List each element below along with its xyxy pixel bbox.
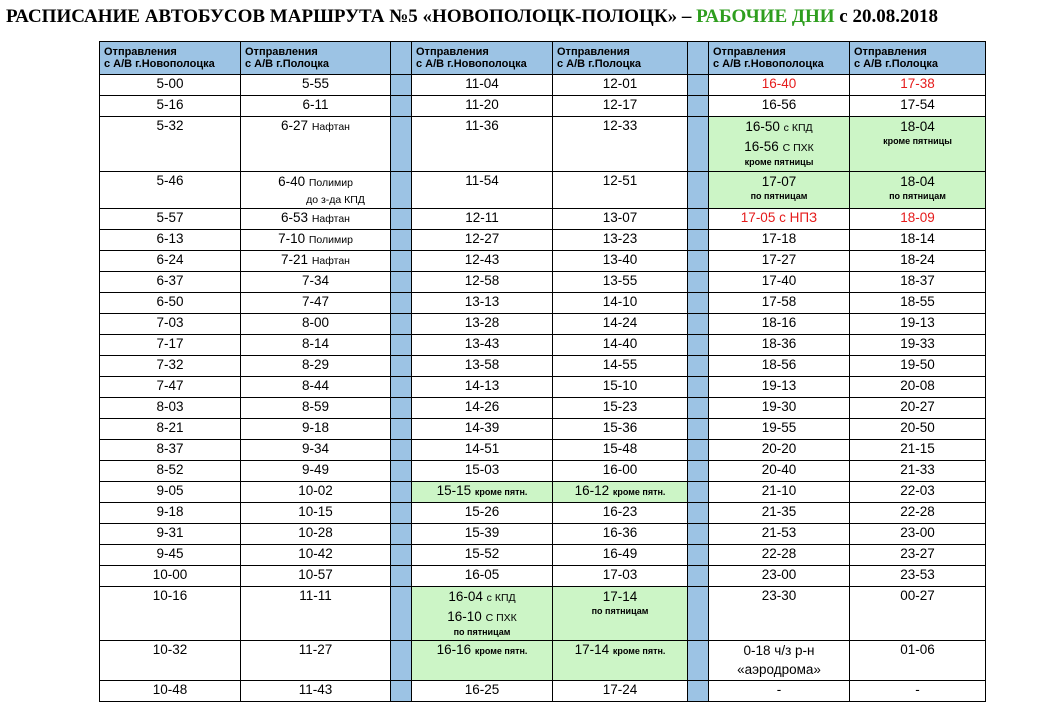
cell: 6-53 Нафтан (241, 209, 391, 230)
cell: 8-14 (241, 335, 391, 356)
cell: 15-03 (412, 461, 553, 482)
cell: 7-21 Нафтан (241, 251, 391, 272)
cell: 21-10 (709, 482, 850, 503)
cell: 8-44 (241, 377, 391, 398)
table-row (100, 172, 986, 209)
cell: 18-36 (709, 335, 850, 356)
table-row (100, 293, 986, 314)
cell: 12-58 (412, 272, 553, 293)
cell: 7-47 (100, 377, 241, 398)
cell: 14-26 (412, 398, 553, 419)
cell: 9-18 (241, 419, 391, 440)
header-row (100, 42, 986, 75)
cell: 17-18 (709, 230, 850, 251)
cell: 22-28 (850, 503, 986, 524)
cell: 15-23 (553, 398, 688, 419)
cell: 8-52 (100, 461, 241, 482)
cell: 19-50 (850, 356, 986, 377)
cell: 7-17 (100, 335, 241, 356)
cell: 6-13 (100, 230, 241, 251)
separator (391, 377, 412, 398)
schedule-table (99, 41, 986, 702)
cell: 11-11 (241, 587, 391, 641)
table-row (100, 461, 986, 482)
cell: 10-28 (241, 524, 391, 545)
cell: 13-40 (553, 251, 688, 272)
cell: 18-16 (709, 314, 850, 335)
separator (391, 172, 412, 209)
separator (688, 335, 709, 356)
separator (391, 356, 412, 377)
separator (688, 209, 709, 230)
separator (391, 419, 412, 440)
cell: 20-08 (850, 377, 986, 398)
cell: 13-13 (412, 293, 553, 314)
header-col4: Отправления с А/В г.Полоцка (553, 42, 688, 75)
cell: 8-03 (100, 398, 241, 419)
table-row (100, 419, 986, 440)
table-row (100, 230, 986, 251)
cell: 18-14 (850, 230, 986, 251)
cell: 14-10 (553, 293, 688, 314)
cell: 20-50 (850, 419, 986, 440)
cell: 14-40 (553, 335, 688, 356)
separator (688, 482, 709, 503)
cell: 5-57 (100, 209, 241, 230)
table-row (100, 209, 986, 230)
separator (688, 398, 709, 419)
cell: 23-27 (850, 545, 986, 566)
cell: 13-58 (412, 356, 553, 377)
separator (391, 524, 412, 545)
table-row (100, 251, 986, 272)
cell: 15-26 (412, 503, 553, 524)
cell: 7-34 (241, 272, 391, 293)
cell: 6-37 (100, 272, 241, 293)
page-title (6, 4, 1036, 30)
cell: 12-43 (412, 251, 553, 272)
cell: 8-37 (100, 440, 241, 461)
cell: 17-54 (850, 96, 986, 117)
cell: 19-55 (709, 419, 850, 440)
cell: 16-25 (412, 681, 553, 702)
cell: 23-00 (709, 566, 850, 587)
separator (391, 96, 412, 117)
cell: 17-40 (709, 272, 850, 293)
cell: 18-37 (850, 272, 986, 293)
separator (688, 587, 709, 641)
cell: 6-27 Нафтан (241, 117, 391, 172)
cell: 13-28 (412, 314, 553, 335)
cell: 15-10 (553, 377, 688, 398)
title-days: РАБОЧИЕ ДНИ (696, 6, 835, 27)
separator (391, 293, 412, 314)
cell: 16-12 кроме пятн. (553, 482, 688, 503)
table-row (100, 641, 986, 681)
cell: 16-16 кроме пятн. (412, 641, 553, 681)
separator (688, 75, 709, 96)
cell: 14-13 (412, 377, 553, 398)
cell: 17-07 по пятницам (709, 172, 850, 209)
cell: 20-40 (709, 461, 850, 482)
table-row (100, 524, 986, 545)
cell: 5-16 (100, 96, 241, 117)
cell: 17-27 (709, 251, 850, 272)
cell: 5-32 (100, 117, 241, 172)
cell: 23-53 (850, 566, 986, 587)
cell: 9-49 (241, 461, 391, 482)
title-main: РАСПИСАНИЕ АВТОБУСОВ МАРШРУТА №5 «НОВОПОЛОЦК-ПОЛОЦК» – (6, 6, 692, 27)
cell: 12-33 (553, 117, 688, 172)
cell: 8-21 (100, 419, 241, 440)
cell: 13-23 (553, 230, 688, 251)
cell: 18-04 кроме пятницы (850, 117, 986, 172)
cell: 21-53 (709, 524, 850, 545)
cell: 9-18 (100, 503, 241, 524)
cell: 20-27 (850, 398, 986, 419)
table-row (100, 377, 986, 398)
table-row (100, 314, 986, 335)
table-row (100, 545, 986, 566)
cell: 14-39 (412, 419, 553, 440)
cell: 6-50 (100, 293, 241, 314)
separator (391, 75, 412, 96)
cell: 16-23 (553, 503, 688, 524)
separator (391, 42, 412, 75)
cell: 23-30 (709, 587, 850, 641)
separator (391, 545, 412, 566)
table-row (100, 272, 986, 293)
separator (391, 314, 412, 335)
cell: 7-47 (241, 293, 391, 314)
cell: 0-18 ч/з р-н «аэродрома» (709, 641, 850, 681)
cell: 18-55 (850, 293, 986, 314)
cell: 12-01 (553, 75, 688, 96)
separator (688, 461, 709, 482)
cell: 20-20 (709, 440, 850, 461)
table-row (100, 356, 986, 377)
separator (391, 398, 412, 419)
separator (391, 251, 412, 272)
cell: 21-35 (709, 503, 850, 524)
cell: 11-36 (412, 117, 553, 172)
table-row (100, 566, 986, 587)
table-row (100, 681, 986, 702)
cell: 11-04 (412, 75, 553, 96)
cell: 10-57 (241, 566, 391, 587)
cell: 6-40 Полимир до з-да КПД (241, 172, 391, 209)
cell: 7-03 (100, 314, 241, 335)
cell: 10-16 (100, 587, 241, 641)
cell: 10-00 (100, 566, 241, 587)
table-row (100, 75, 986, 96)
separator (688, 96, 709, 117)
cell: 10-32 (100, 641, 241, 681)
cell: 21-33 (850, 461, 986, 482)
cell: 8-29 (241, 356, 391, 377)
title-date: с 20.08.2018 (839, 6, 938, 27)
table-row (100, 587, 986, 641)
cell: 13-43 (412, 335, 553, 356)
cell: 10-02 (241, 482, 391, 503)
separator (688, 641, 709, 681)
cell: 17-03 (553, 566, 688, 587)
cell: 16-40 (709, 75, 850, 96)
cell: - (709, 681, 850, 702)
separator (391, 272, 412, 293)
cell: 5-00 (100, 75, 241, 96)
cell: 9-31 (100, 524, 241, 545)
cell: 17-38 (850, 75, 986, 96)
cell: 00-27 (850, 587, 986, 641)
cell: 19-13 (709, 377, 850, 398)
cell: 15-52 (412, 545, 553, 566)
cell: 6-24 (100, 251, 241, 272)
cell: 16-56 (709, 96, 850, 117)
header-col3: Отправления с А/В г.Новополоцка (412, 42, 553, 75)
separator (391, 503, 412, 524)
separator (688, 566, 709, 587)
separator (688, 272, 709, 293)
cell: 10-15 (241, 503, 391, 524)
separator (688, 524, 709, 545)
separator (688, 293, 709, 314)
separator (688, 681, 709, 702)
cell: 5-55 (241, 75, 391, 96)
cell: 12-51 (553, 172, 688, 209)
cell: 7-10 Полимир (241, 230, 391, 251)
cell: 11-43 (241, 681, 391, 702)
separator (688, 356, 709, 377)
cell: 17-14 кроме пятн. (553, 641, 688, 681)
cell: 16-49 (553, 545, 688, 566)
separator (688, 314, 709, 335)
cell: 11-27 (241, 641, 391, 681)
cell: 22-28 (709, 545, 850, 566)
separator (391, 587, 412, 641)
separator (688, 545, 709, 566)
cell: 19-33 (850, 335, 986, 356)
separator (688, 42, 709, 75)
separator (391, 641, 412, 681)
table-row (100, 440, 986, 461)
separator (688, 440, 709, 461)
cell: 18-04 по пятницам (850, 172, 986, 209)
separator (688, 172, 709, 209)
cell: 01-06 (850, 641, 986, 681)
cell: 9-45 (100, 545, 241, 566)
separator (391, 440, 412, 461)
cell: 17-58 (709, 293, 850, 314)
separator (391, 566, 412, 587)
separator (391, 681, 412, 702)
table-row (100, 335, 986, 356)
cell: 13-07 (553, 209, 688, 230)
cell: 17-24 (553, 681, 688, 702)
table-row (100, 482, 986, 503)
cell: 14-24 (553, 314, 688, 335)
cell: 18-24 (850, 251, 986, 272)
cell: 6-11 (241, 96, 391, 117)
cell: 13-55 (553, 272, 688, 293)
table-row (100, 117, 986, 172)
separator (391, 461, 412, 482)
separator (688, 230, 709, 251)
table-row (100, 96, 986, 117)
cell: 23-00 (850, 524, 986, 545)
cell: 7-32 (100, 356, 241, 377)
cell: 10-48 (100, 681, 241, 702)
table-row (100, 398, 986, 419)
cell: 15-36 (553, 419, 688, 440)
cell: 21-15 (850, 440, 986, 461)
cell: 17-14 по пятницам (553, 587, 688, 641)
separator (688, 377, 709, 398)
cell: 16-05 (412, 566, 553, 587)
cell: 15-15 кроме пятн. (412, 482, 553, 503)
cell: 12-11 (412, 209, 553, 230)
cell: 12-27 (412, 230, 553, 251)
cell: 10-42 (241, 545, 391, 566)
cell: 15-39 (412, 524, 553, 545)
header-col5: Отправления с А/В г.Новополоцка (709, 42, 850, 75)
cell: 16-36 (553, 524, 688, 545)
separator (391, 335, 412, 356)
separator (391, 209, 412, 230)
cell: 11-54 (412, 172, 553, 209)
cell: - (850, 681, 986, 702)
cell: 15-48 (553, 440, 688, 461)
separator (391, 482, 412, 503)
cell: 16-50 с КПД 16-56 С ПХК кроме пятницы (709, 117, 850, 172)
cell: 16-00 (553, 461, 688, 482)
cell: 16-04 с КПД 16-10 С ПХК по пятницам (412, 587, 553, 641)
separator (391, 117, 412, 172)
separator (688, 503, 709, 524)
cell: 9-34 (241, 440, 391, 461)
table-row (100, 503, 986, 524)
cell: 19-13 (850, 314, 986, 335)
header-col6: Отправления с А/В г.Полоцка (850, 42, 986, 75)
separator (688, 117, 709, 172)
cell: 12-17 (553, 96, 688, 117)
cell: 14-51 (412, 440, 553, 461)
cell: 18-56 (709, 356, 850, 377)
separator (688, 251, 709, 272)
separator (688, 419, 709, 440)
cell: 19-30 (709, 398, 850, 419)
cell: 22-03 (850, 482, 986, 503)
separator (391, 230, 412, 251)
cell: 11-20 (412, 96, 553, 117)
header-col2: Отправления с А/В г.Полоцка (241, 42, 391, 75)
cell: 8-59 (241, 398, 391, 419)
cell: 14-55 (553, 356, 688, 377)
cell: 8-00 (241, 314, 391, 335)
cell: 5-46 (100, 172, 241, 209)
cell: 17-05 с НПЗ (709, 209, 850, 230)
cell: 9-05 (100, 482, 241, 503)
header-col1: Отправления с А/В г.Новополоцка (100, 42, 241, 75)
cell: 18-09 (850, 209, 986, 230)
